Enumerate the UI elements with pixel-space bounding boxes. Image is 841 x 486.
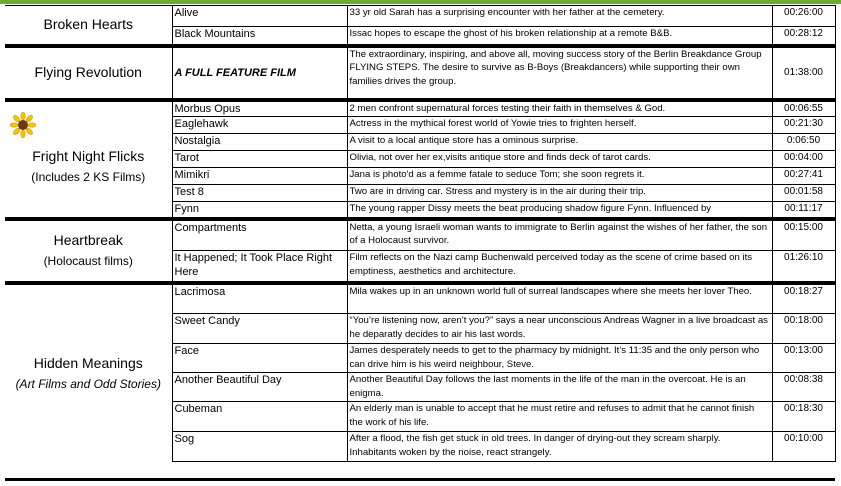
- table-row: [5, 6, 835, 27]
- film-duration: 00:18:27: [772, 283, 835, 314]
- film-duration: 00:04:00: [772, 151, 835, 168]
- table-row: [5, 219, 835, 251]
- film-title: Sog: [172, 432, 347, 462]
- film-description: The extraordinary, inspiring, and above all, moving success story of the Berlin Breakdance Group FLYING STEPS. The desire to survive as B-Boys (Breakdancers) while supporting their own families drives the group.: [347, 46, 772, 100]
- film-description: James desperately needs to get to the pharmacy by midnight. It’s 11:35 and the only person who can drive him is his weird neighbour, Steve.: [347, 344, 772, 373]
- film-description: After a flood, the fish get stuck in old trees. In danger of drying-out they scream sharply. Inhabitants woken by the noise, react strangely.: [347, 432, 772, 462]
- film-duration: 00:18:00: [772, 314, 835, 344]
- film-title: Another Beautiful Day: [172, 373, 347, 402]
- sunflower-icon: [10, 112, 36, 138]
- film-description: Film reflects on the Nazi camp Buchenwald perceived today as the scene of crime based on its emptiness, aesthetics and architecture.: [347, 251, 772, 283]
- film-title: Cubeman: [172, 402, 347, 432]
- table-row: [5, 283, 835, 314]
- category-cell: [5, 283, 172, 462]
- film-description: Issac hopes to escape the ghost of his broken relationship at a remote B&B.: [347, 27, 772, 46]
- film-description: “You’re listening now, aren’t you?” says a near unconscious Andreas Wagner in a live broadcast as he deparatly decides to air his last words.: [347, 314, 772, 344]
- film-title: Mimikri: [172, 168, 347, 185]
- category-cell: [5, 46, 172, 100]
- film-description: Netta, a young Israeli woman wants to immigrate to Berlin against the wishes of her father, the son of a Holocaust survivor.: [347, 219, 772, 251]
- table-row: [5, 100, 835, 117]
- film-duration: 00:11:17: [772, 202, 835, 219]
- category-title: Heartbreak: [53, 232, 123, 248]
- film-description: Jana is photo'd as a femme fatale to seduce Tom; she soon regrets it.: [347, 168, 772, 185]
- category-title: Flying Revolution: [34, 64, 142, 80]
- film-description: Actress in the mythical forest world of Yowie tries to frighten herself.: [347, 117, 772, 134]
- film-duration: 00:01:58: [772, 185, 835, 202]
- film-duration: 00:27:41: [772, 168, 835, 185]
- film-duration: 00:10:00: [772, 432, 835, 462]
- film-title: Face: [172, 344, 347, 373]
- film-description: An elderly man is unable to accept that he must retire and refuses to admit that he cannot finish the work of his life.: [347, 402, 772, 432]
- film-title: Compartments: [172, 219, 347, 251]
- film-title: Sweet Candy: [172, 314, 347, 344]
- film-title: Eaglehawk: [172, 117, 347, 134]
- film-duration: 00:28:12: [772, 27, 835, 46]
- category-title: Hidden Meanings: [33, 354, 143, 371]
- film-title: A FULL FEATURE FILM: [172, 46, 347, 100]
- film-title: Lacrimosa: [172, 283, 347, 314]
- category-cell: [5, 219, 172, 283]
- film-duration: 00:18:30: [772, 402, 835, 432]
- film-title: Test 8: [172, 185, 347, 202]
- film-duration: 00:15:00: [772, 219, 835, 251]
- category-cell: [5, 6, 172, 46]
- film-duration: 00:08:38: [772, 373, 835, 402]
- film-duration: 00:21:30: [772, 117, 835, 134]
- film-duration: 0:06:50: [772, 134, 835, 151]
- film-description: 2 men confront supernatural forces testing their faith in themselves & God.: [347, 100, 772, 117]
- film-title: Morbus Opus: [172, 100, 347, 117]
- film-description: Two are in driving car. Stress and mystery is in the air during their trip.: [347, 185, 772, 202]
- category-title: Broken Hearts: [43, 16, 133, 33]
- film-title: Alive: [172, 6, 347, 27]
- top-accent-bar: [0, 0, 841, 4]
- film-duration: 01:38:00: [772, 46, 835, 100]
- film-schedule-table: [5, 5, 836, 462]
- film-duration: 00:06:55: [772, 100, 835, 117]
- film-description: Another Beautiful Day follows the last moments in the life of the man in the overcoat. He is an enigma.: [347, 373, 772, 402]
- category-cell: [5, 100, 172, 219]
- category-subtitle: (Includes 2 KS Films): [31, 169, 146, 184]
- film-title: Fynn: [172, 202, 347, 219]
- category-subtitle: (Holocaust films): [43, 254, 133, 268]
- film-description: A visit to a local antique store has a ominous surprise.: [347, 134, 772, 151]
- film-duration: 01:26:10: [772, 251, 835, 283]
- category-subtitle: (Art Films and Odd Stories): [15, 376, 161, 391]
- film-description: The young rapper Dissy meets the beat producing shadow figure Fynn. Influenced by: [347, 202, 772, 219]
- film-title: Black Mountains: [172, 27, 347, 46]
- film-description: Mila wakes up in an unknown world full of surreal landscapes where she meets her lover Theo.: [347, 283, 772, 314]
- film-duration: 00:26:00: [772, 6, 835, 27]
- category-title: Fright Night Flicks: [32, 147, 145, 164]
- bottom-border: [5, 478, 835, 481]
- film-title: Nostalgia: [172, 134, 347, 151]
- film-description: Olivia, not over her ex,visits antique store and finds deck of tarot cards.: [347, 151, 772, 168]
- table-row: [5, 46, 835, 100]
- film-description: 33 yr old Sarah has a surprising encounter with her father at the cemetery.: [347, 6, 772, 27]
- film-title: Tarot: [172, 151, 347, 168]
- film-title: It Happened; It Took Place Right Here: [172, 251, 347, 283]
- film-duration: 00:13:00: [772, 344, 835, 373]
